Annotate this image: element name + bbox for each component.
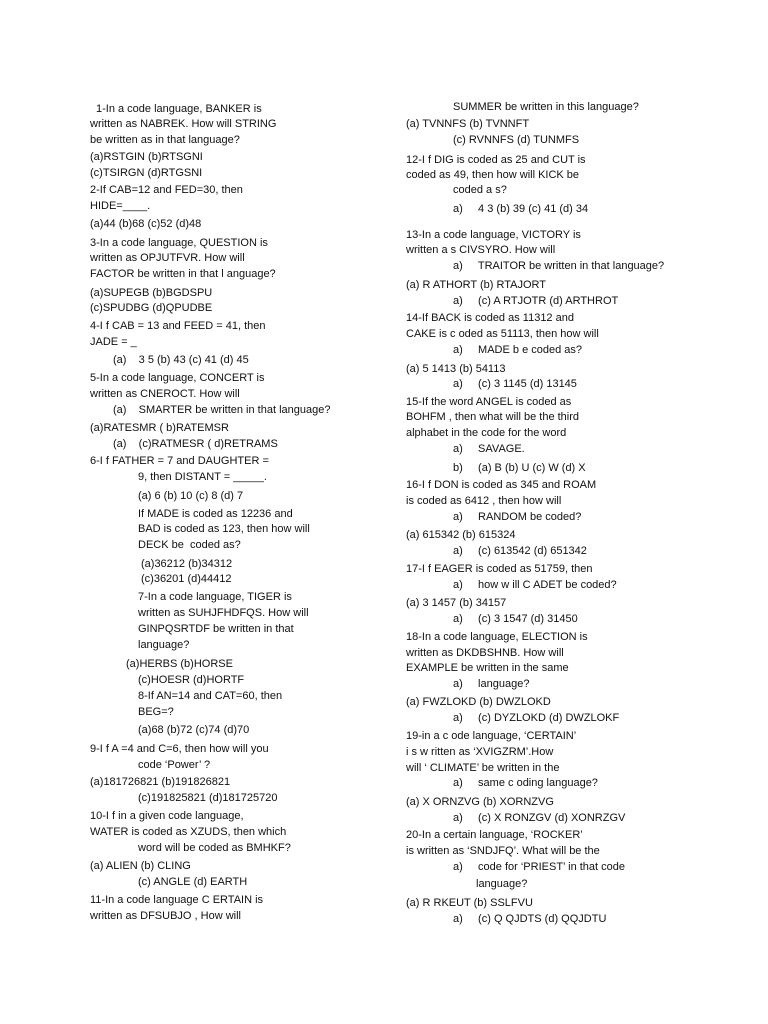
right-text-line-44: 20-In a certain language, ‘ROCKER’	[406, 829, 583, 841]
left-text-line-21: (a) (c)RATMESR ( d)RETRAMS	[113, 438, 278, 450]
left-text-line-5: (c)TSIRGN (d)RTGSNI	[90, 167, 203, 179]
left-text-line-34: (a)HERBS (b)HORSE	[126, 658, 233, 670]
left-text-line-6: 2-If CAB=12 and FED=30, then	[90, 184, 243, 196]
left-text-line-25: If MADE is coded as 12236 and	[138, 508, 293, 520]
right-text-line-21: a) SAVAGE.	[453, 443, 525, 455]
right-text-line-49: a) (c) Q QJDTS (d) QQJDTU	[453, 913, 607, 925]
right-text-line-12: a) (c) A RTJOTR (d) ARTHROT	[453, 295, 619, 307]
left-text-line-39: 9-I f A =4 and C=6, then how will you	[90, 743, 269, 755]
right-text-line-14: CAKE is c oded as 51113, then how will	[406, 328, 599, 340]
left-text-line-47: (c) ANGLE (d) EARTH	[138, 876, 248, 888]
left-text-line-30: 7-In a code language, TIGER is	[138, 591, 292, 603]
left-text-line-11: FACTOR be written in that l anguage?	[90, 268, 276, 280]
left-text-line-29: (c)36201 (d)44412	[141, 573, 232, 585]
left-text-line-10: written as OPJUTFVR. How will	[90, 252, 245, 264]
right-text-line-43: a) (c) X RONZGV (d) XONRZGV	[453, 812, 626, 824]
left-text-line-40: code ‘Power’ ?	[138, 759, 211, 771]
left-text-line-28: (a)36212 (b)34312	[141, 558, 233, 570]
left-text-line-17: 5-In a code language, CONCERT is	[90, 372, 265, 384]
left-text-line-49: written as DFSUBJO , How will	[90, 910, 241, 922]
right-text-line-39: i s w ritten as ‘XVIGZRM’.How	[406, 746, 554, 758]
left-text-line-3: be written as in that language?	[90, 134, 240, 146]
right-text-line-17: a) (c) 3 1145 (d) 13145	[453, 378, 577, 390]
left-text-line-14: 4-I f CAB = 13 and FEED = 41, then	[90, 320, 266, 332]
left-text-line-20: (a)RATESMR ( b)RATEMSR	[90, 422, 229, 434]
right-text-line-40: will ‘ CLIMATE’ be written in the	[406, 762, 560, 774]
right-text-line-26: (a) 615342 (b) 615324	[406, 529, 516, 541]
left-text-line-9: 3-In a code language, QUESTION is	[90, 237, 268, 249]
left-text-line-1: 1-In a code language, BANKER is	[96, 103, 262, 115]
left-text-line-26: BAD is coded as 123, then how will	[138, 523, 310, 535]
right-text-line-1: SUMMER be written in this language?	[453, 101, 639, 113]
right-text-line-46: a) code for ‘PRIEST’ in that code	[453, 861, 626, 873]
right-text-line-41: a) same c oding language?	[453, 777, 598, 789]
right-text-line-13: 14-If BACK is coded as 11312 and	[406, 312, 574, 324]
right-text-line-18: 15-If the word ANGEL is coded as	[406, 396, 572, 408]
left-text-line-24: (a) 6 (b) 10 (c) 8 (d) 7	[138, 490, 244, 502]
right-text-line-45: is written as ‘SNDJFQ’. What will be the	[406, 845, 600, 857]
right-text-line-16: (a) 5 1413 (b) 54113	[406, 363, 506, 375]
left-text-line-16: (a) 3 5 (b) 43 (c) 41 (d) 45	[113, 354, 249, 366]
left-text-line-35: (c)HOESR (d)HORTF	[138, 674, 245, 686]
right-text-line-28: 17-I f EAGER is coded as 51759, then	[406, 563, 593, 575]
left-text-line-18: written as CNEROCT. How will	[90, 388, 240, 400]
right-text-line-7: a) 4 3 (b) 39 (c) 41 (d) 34	[453, 203, 589, 215]
left-text-line-43: 10-I f in a given code language,	[90, 810, 244, 822]
left-text-line-41: (a)181726821 (b)191826821	[90, 776, 231, 788]
right-text-line-37: a) (c) DYZLOKD (d) DWZLOKF	[453, 712, 620, 724]
right-text-line-9: written a s CIVSYRO. How will	[406, 244, 556, 256]
left-text-line-33: language?	[138, 639, 190, 651]
left-text-line-48: 11-In a code language C ERTAIN is	[90, 894, 264, 906]
right-text-line-19: BOHFM , then what will be the third	[406, 411, 580, 423]
left-text-line-2: written as NABREK. How will STRING	[90, 118, 277, 130]
right-text-line-6: coded a s?	[453, 184, 507, 196]
right-text-line-36: (a) FWZLOKD (b) DWZLOKD	[406, 696, 551, 708]
left-text-line-31: written as SUHJFHDFQS. How will	[138, 607, 309, 619]
right-text-line-35: a) language?	[453, 678, 530, 690]
left-text-line-22: 6-I f FATHER = 7 and DAUGHTER =	[90, 455, 269, 467]
left-text-line-36: 8-If AN=14 and CAT=60, then	[138, 690, 283, 702]
right-text-line-32: 18-In a code language, ELECTION is	[406, 631, 588, 643]
left-text-line-44: WATER is coded as XZUDS, then which	[90, 826, 287, 838]
left-text-line-27: DECK be coded as?	[138, 539, 241, 551]
right-text-line-29: a) how w ill C ADET be coded?	[453, 579, 617, 591]
right-text-line-47: language?	[476, 878, 528, 890]
left-text-line-32: GINPQSRTDF be written in that	[138, 623, 294, 635]
left-text-line-42: (c)191825821 (d)181725720	[138, 792, 278, 804]
right-text-line-27: a) (c) 613542 (d) 651342	[453, 545, 587, 557]
right-text-line-34: EXAMPLE be written in the same	[406, 662, 569, 674]
right-text-line-22: b) (a) B (b) U (c) W (d) X	[453, 462, 586, 474]
right-text-line-10: a) TRAITOR be written in that language?	[453, 260, 665, 272]
left-text-line-46: (a) ALIEN (b) CLING	[90, 860, 191, 872]
left-text-line-45: word will be coded as BMHKF?	[138, 842, 291, 854]
right-text-line-25: a) RANDOM be coded?	[453, 511, 582, 523]
right-text-line-3: (c) RVNNFS (d) TUNMFS	[453, 134, 580, 146]
right-text-line-8: 13-In a code language, VICTORY is	[406, 229, 581, 241]
right-text-line-31: a) (c) 3 1547 (d) 31450	[453, 613, 578, 625]
left-text-line-4: (a)RSTGIN (b)RTSGNI	[90, 151, 203, 163]
left-text-line-13: (c)SPUDBG (d)QPUDBE	[90, 302, 213, 314]
right-text-line-30: (a) 3 1457 (b) 34157	[406, 597, 507, 609]
right-text-line-2: (a) TVNNFS (b) TVNNFT	[406, 118, 530, 130]
right-text-line-33: written as DKDBSHNB. How will	[406, 647, 564, 659]
left-text-line-37: BEG=?	[138, 706, 174, 718]
left-text-line-38: (a)68 (b)72 (c)74 (d)70	[138, 724, 250, 736]
right-text-line-38: 19-in a c ode language, ‘CERTAIN’	[406, 730, 577, 742]
right-text-line-48: (a) R RKEUT (b) SSLFVU	[406, 897, 533, 909]
right-text-line-15: a) MADE b e coded as?	[453, 344, 583, 356]
right-text-line-11: (a) R ATHORT (b) RTAJORT	[406, 279, 546, 291]
left-text-line-8: (a)44 (b)68 (c)52 (d)48	[90, 218, 202, 230]
right-text-line-4: 12-I f DIG is coded as 25 and CUT is	[406, 154, 586, 166]
left-text-line-15: JADE = _	[90, 336, 137, 348]
left-text-line-7: HIDE=____.	[90, 200, 151, 212]
left-text-line-19: (a) SMARTER be written in that language?	[113, 404, 331, 416]
right-text-line-42: (a) X ORNZVG (b) XORNZVG	[406, 796, 554, 808]
left-text-line-12: (a)SUPEGB (b)BGDSPU	[90, 287, 213, 299]
right-text-line-24: is coded as 6412 , then how will	[406, 495, 562, 507]
left-text-line-23: 9, then DISTANT = _____.	[138, 471, 267, 483]
right-text-line-5: coded as 49, then how will KICK be	[406, 169, 580, 181]
right-text-line-20: alphabet in the code for the word	[406, 427, 567, 439]
right-text-line-23: 16-I f DON is coded as 345 and ROAM	[406, 479, 597, 491]
